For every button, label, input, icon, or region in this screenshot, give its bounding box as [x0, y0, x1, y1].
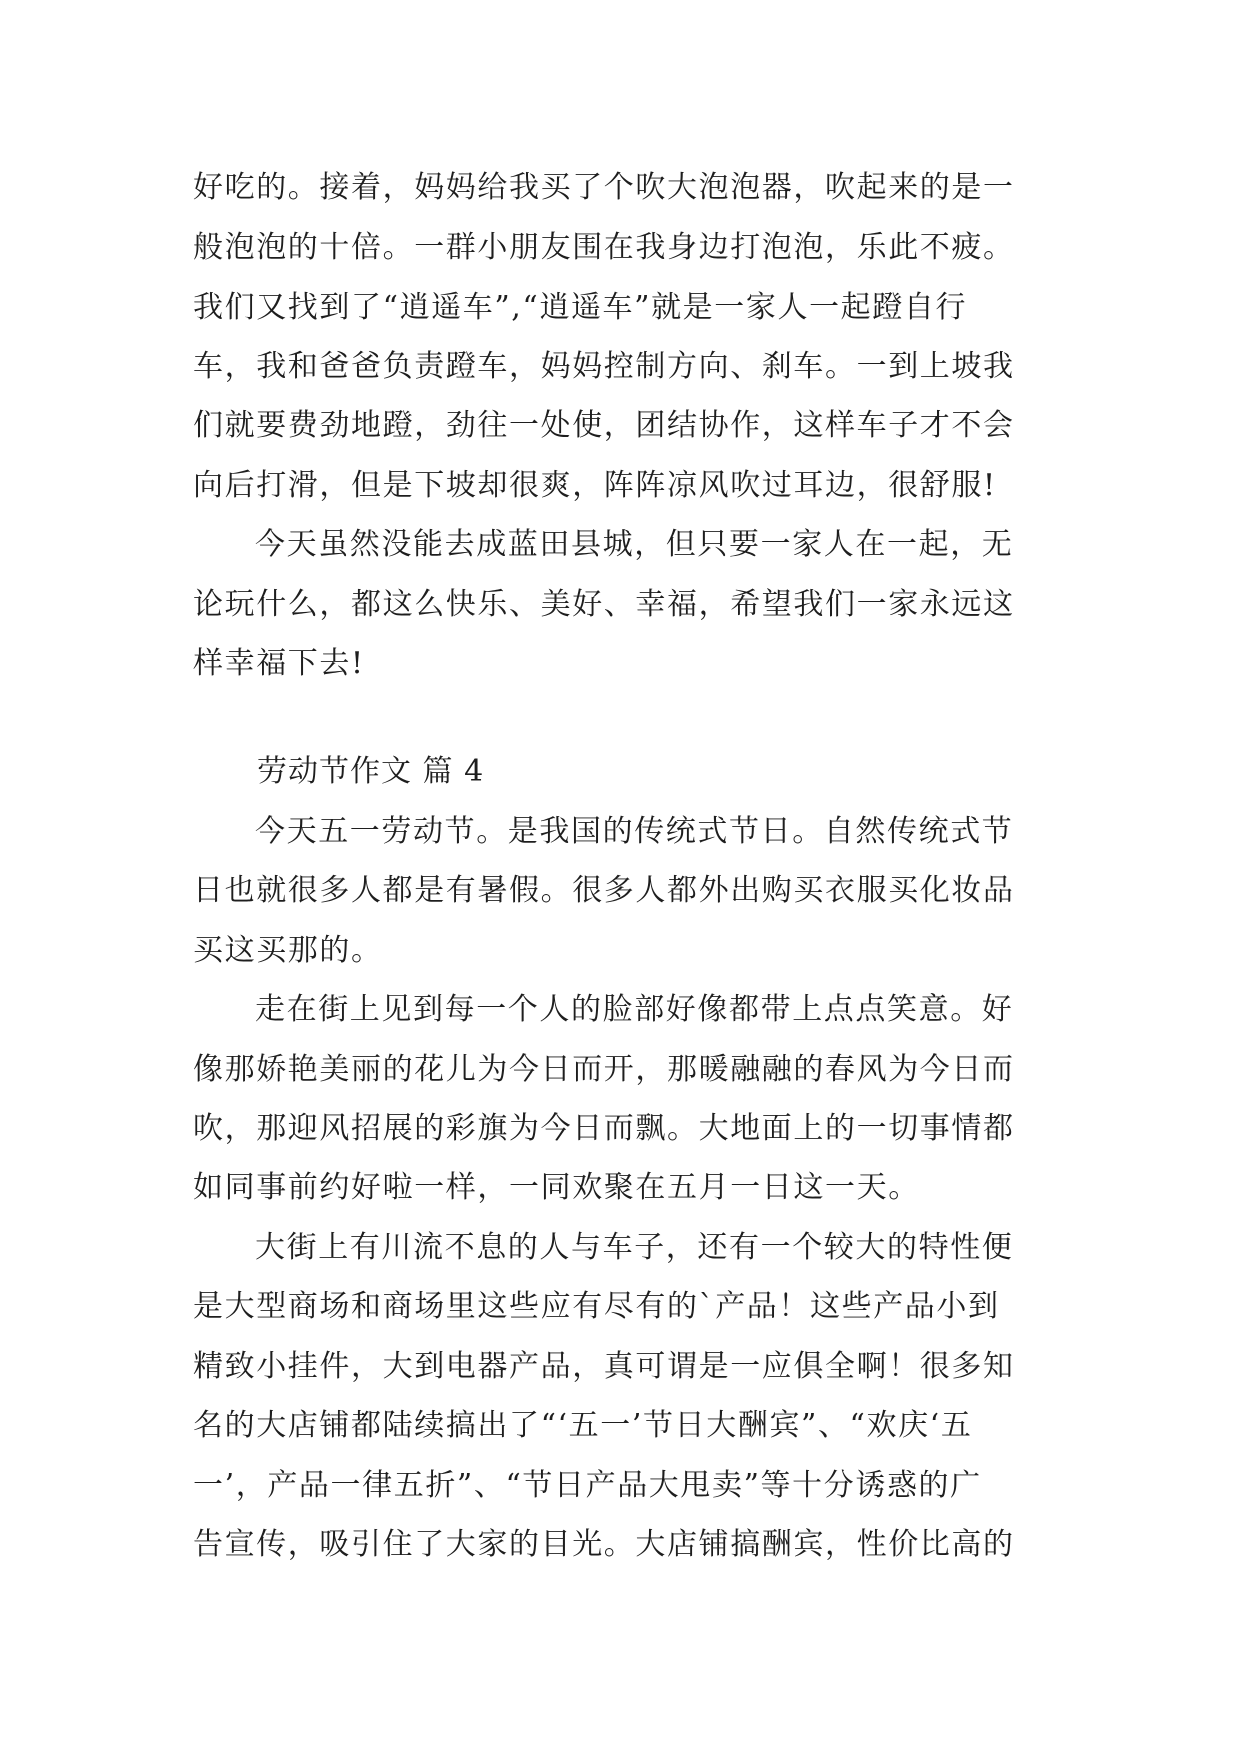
- text-line: 如同事前约好啦一样，一同欢聚在五月一日这一天。: [193, 1170, 920, 1205]
- text-line: 大街上有川流不息的人与车子，还有一个较大的特性便: [255, 1230, 1014, 1265]
- text-line: 是大型商场和商场里这些应有尽有的`产品！这些产品小到: [193, 1289, 1000, 1324]
- text-line: 吹，那迎风招展的彩旗为今日而飘。大地面上的一切事情都: [193, 1111, 1015, 1146]
- text-line: 买这买那的。: [193, 933, 383, 968]
- text-line: 日也就很多人都是有暑假。很多人都外出购买衣服买化妆品: [193, 873, 1015, 908]
- text-line: 今天五一劳动节。是我国的传统式节日。自然传统式节: [255, 814, 1014, 849]
- text-line: 像那娇艳美丽的花儿为今日而开，那暖融融的春风为今日而: [193, 1052, 1015, 1087]
- text-line: 向后打滑，但是下坡却很爽，阵阵凉风吹过耳边，很舒服!: [193, 468, 997, 503]
- section-title: 劳动节作文 篇 4: [257, 754, 485, 789]
- text-line: 车，我和爸爸负责蹬车，妈妈控制方向、刹车。一到上坡我: [193, 349, 1015, 384]
- text-line: 今天虽然没能去成蓝田县城，但只要一家人在一起，无: [255, 527, 1014, 562]
- text-line: 一’，产品一律五折”、“节日产品大甩卖”等十分诱惑的广: [193, 1468, 982, 1503]
- text-line: 走在街上见到每一个人的脸部好像都带上点点笑意。好: [255, 992, 1014, 1027]
- text-line: 精致小挂件，大到电器产品，真可谓是一应俱全啊！很多知: [193, 1349, 1015, 1384]
- text-line: 们就要费劲地蹬，劲往一处使，团结协作，这样车子才不会: [193, 408, 1015, 443]
- text-line: 样幸福下去!: [193, 646, 365, 681]
- text-line: 名的大店铺都陆续搞出了“‘五一’节日大酬宾”、“欢庆‘五: [193, 1408, 973, 1443]
- text-line: 告宣传，吸引住了大家的目光。大店铺搞酬宾，性价比高的: [193, 1527, 1015, 1562]
- text-line: 好吃的。接着，妈妈给我买了个吹大泡泡器，吹起来的是一: [193, 170, 1015, 205]
- text-line: 论玩什么，都这么快乐、美好、幸福，希望我们一家永远这: [193, 587, 1015, 622]
- text-line: 我们又找到了“逍遥车”,“逍遥车”就是一家人一起蹬自行: [193, 290, 968, 325]
- text-line: 般泡泡的十倍。一群小朋友围在我身边打泡泡，乐此不疲。: [193, 230, 1015, 265]
